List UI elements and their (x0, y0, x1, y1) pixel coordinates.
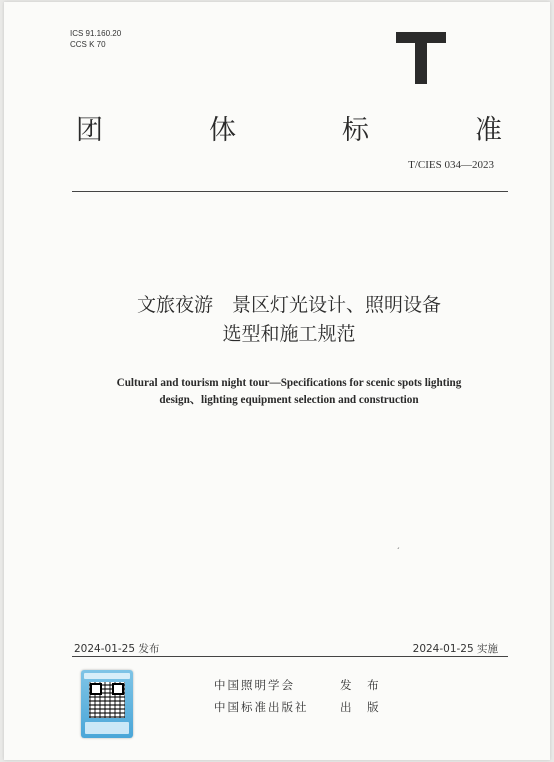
english-title-line2: design、lighting equipment selection and construction (159, 394, 419, 406)
stray-mark: ˊ (396, 547, 400, 556)
anti-counterfeit-qr-label (81, 670, 133, 738)
qr-code-icon (89, 682, 125, 718)
standard-type-char: 团 (76, 115, 103, 146)
publisher-name: 中国标准出版社 (214, 700, 309, 714)
ics-code: ICS 91.160.20 (70, 29, 122, 38)
english-title (74, 375, 504, 409)
standard-type-char: 体 (209, 115, 236, 146)
standard-type-char: 标 (342, 115, 369, 146)
english-title-line1: Cultural and tourism night tour—Specifications for scenic spots lighting (116, 377, 462, 389)
standard-type-char: 准 (475, 115, 502, 146)
standard-number: T/CIES 034—2023 (408, 159, 494, 171)
classification-codes (70, 28, 121, 50)
chinese-title-line1: 文旅夜游 景区灯光设计、照明设备 (136, 294, 441, 316)
publisher-role: 发 布 (340, 678, 385, 692)
publisher-row (214, 696, 385, 718)
chinese-title (64, 291, 514, 349)
publishers-block (214, 674, 385, 718)
publisher-role: 出 版 (340, 700, 385, 714)
footer-divider (72, 656, 508, 657)
publish-date: 2024-01-25 发布 (74, 643, 160, 655)
qr-label-header (84, 673, 130, 679)
chinese-title-line2: 选型和施工规范 (222, 323, 356, 345)
implement-date: 2024-01-25 实施 (412, 643, 498, 655)
publisher-name: 中国照明学会 (214, 678, 295, 692)
document-page (4, 2, 550, 760)
header-divider (72, 191, 508, 192)
qr-label-footer (85, 722, 129, 734)
standard-t-logo (396, 32, 446, 84)
standard-type-heading (76, 108, 502, 147)
ccs-code: CCS K 70 (70, 40, 106, 49)
publisher-row (214, 674, 385, 696)
